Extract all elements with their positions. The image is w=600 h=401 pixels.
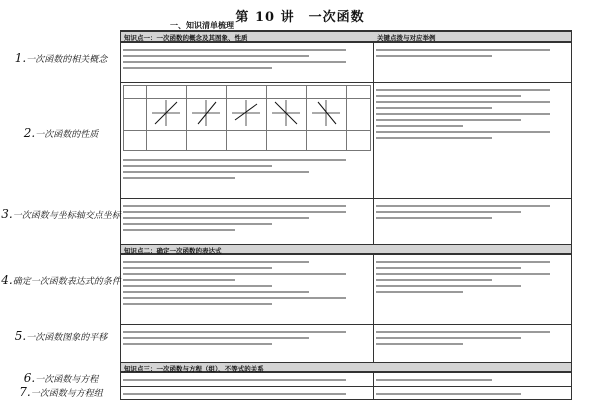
band-knowledge-2	[121, 244, 571, 254]
graph-icon	[312, 100, 340, 126]
knowledge-table	[1, 30, 572, 400]
graph-icon	[152, 100, 180, 126]
row-side	[376, 389, 569, 399]
section-heading: 一、知识清单梳理	[170, 20, 234, 30]
row-side	[376, 375, 569, 385]
graph-icon	[272, 100, 300, 126]
row-body	[123, 45, 371, 73]
table-row-system	[19, 385, 571, 401]
row-side	[376, 327, 569, 349]
row-body	[123, 257, 371, 309]
table-row-equation	[23, 371, 571, 386]
row-label: 4.确定一次函数表达式的条件	[1, 273, 121, 287]
table-row-expression	[1, 254, 571, 324]
row-side	[376, 45, 569, 61]
table-row-translation	[14, 324, 571, 362]
page-title: 第 10 讲 一次函数	[235, 10, 365, 25]
band-knowledge-1	[121, 31, 571, 42]
row-label: 3.一次函数与坐标轴交点坐标	[1, 207, 121, 221]
graph-icon	[192, 100, 220, 126]
row-body	[123, 375, 371, 385]
band-knowledge-3	[121, 362, 571, 372]
row-side	[376, 85, 569, 143]
band-label: 知识点三：一次函数与方程（组）、不等式的关系	[124, 365, 264, 373]
row-label: 1.一次函数的相关概念	[14, 51, 108, 65]
table-row-properties	[23, 82, 571, 198]
row-body	[123, 201, 371, 235]
row-body	[123, 327, 371, 349]
row-label: 5.一次函数图象的平移	[14, 329, 108, 343]
row-label: 2.一次函数的性质	[23, 126, 99, 140]
row-label: 6.一次函数与方程	[23, 371, 99, 385]
row-body	[123, 155, 371, 183]
row-side	[376, 257, 569, 297]
side-column-header: 关键点拨与对应举例	[377, 34, 436, 42]
row-label: 7.一次函数与方程组	[19, 385, 103, 399]
band-label: 知识点二：确定一次函数的表达式	[124, 247, 222, 255]
row-side	[376, 201, 569, 223]
band-label: 知识点一：一次函数的概念及其图象、性质	[124, 34, 248, 42]
graph-table	[123, 85, 371, 151]
graph-icon	[232, 100, 260, 126]
row-body	[123, 389, 371, 399]
table-row-intercepts	[1, 198, 571, 244]
table-row-concept	[14, 42, 571, 82]
